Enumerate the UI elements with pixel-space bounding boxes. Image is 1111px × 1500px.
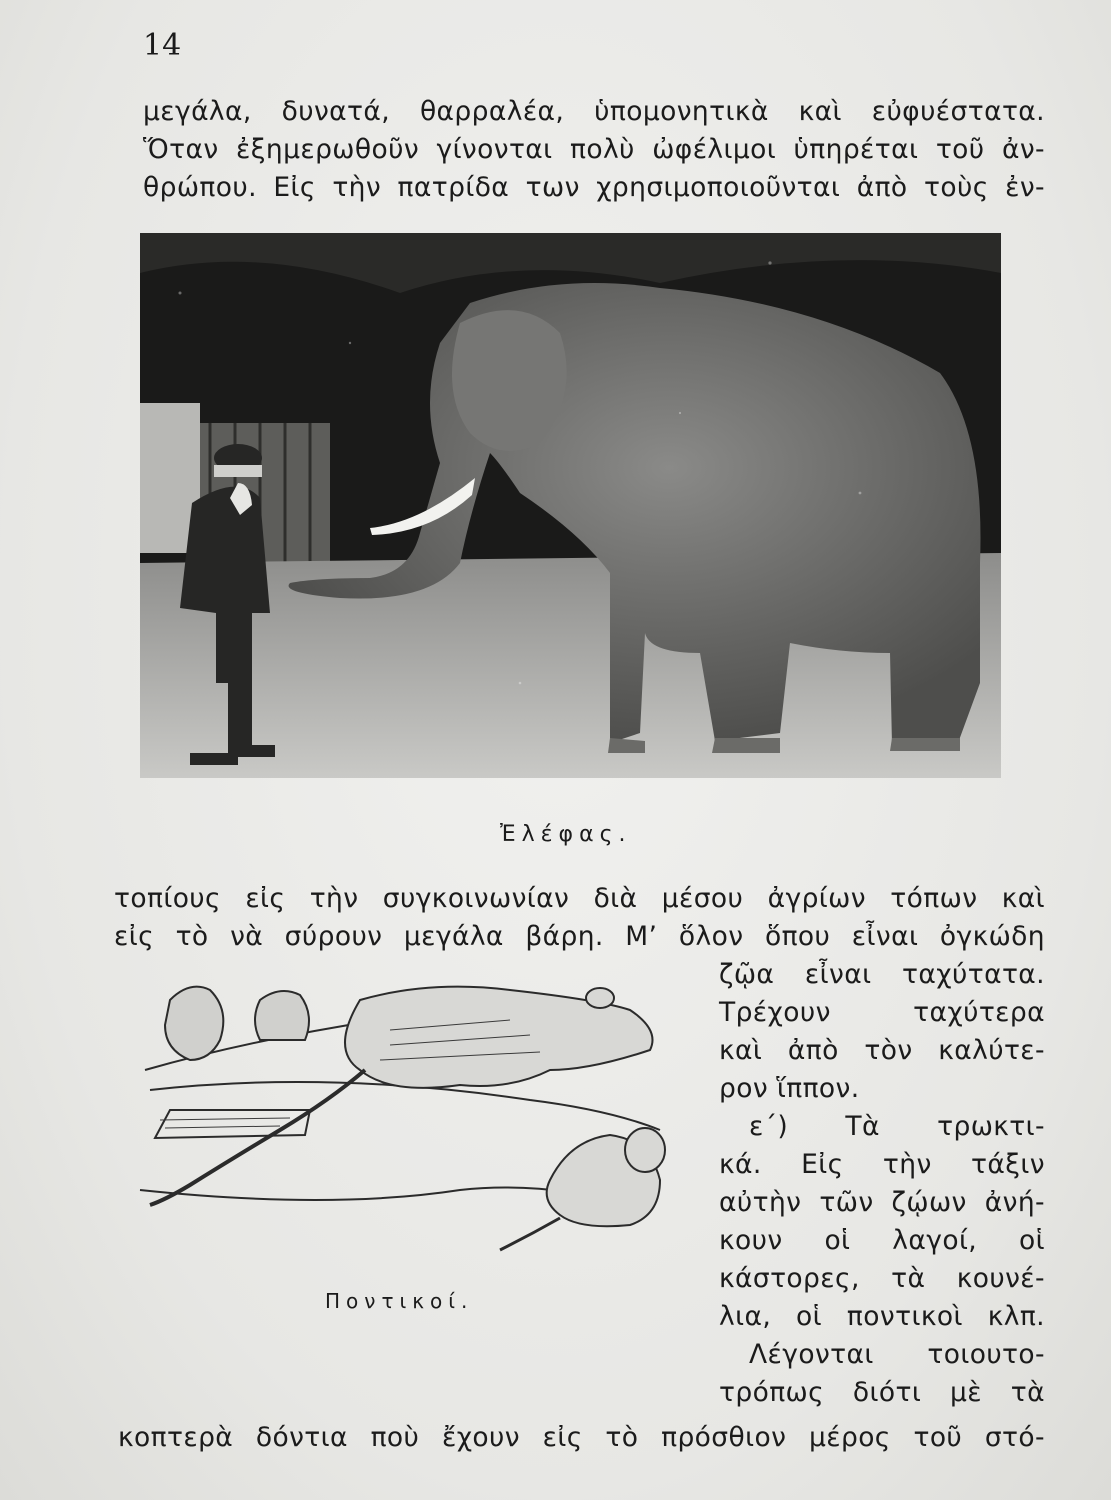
side-column-line: ζῷα εἶναι ταχύτατα. <box>719 959 1045 990</box>
side-column-line: κάστορες, τὰ κουνέ- <box>719 1263 1045 1294</box>
side-column-line: κουν οἱ λαγοί, οἱ <box>719 1225 1045 1256</box>
paragraph-line: τοπίους εἰς τὴν συγκοινωνίαν διὰ μέσου ἀγρίων τόπων καὶ <box>114 883 1045 914</box>
paragraph-line: θρώπου. Εἰς τὴν πατρίδα των χρησιμοποιοῦνται ἀπὸ τοὺς ἐν- <box>143 172 1045 203</box>
side-column-line: ε΄) Τὰ τρωκτι- <box>749 1111 1045 1142</box>
side-column-line: αὐτὴν τῶν ζῴων ἀνή- <box>719 1187 1045 1218</box>
side-column-line: καὶ ἀπὸ τὸν καλύτε- <box>719 1035 1045 1066</box>
side-column-line: Λέγονται τοιουτο- <box>749 1339 1045 1370</box>
paragraph-line: κοπτερὰ δόντια ποὺ ἔχουν εἰς τὸ πρόσθιον μέρος τοῦ στό- <box>118 1422 1045 1453</box>
paragraph-line: εἰς τὸ νὰ σύρουν μεγάλα βάρη. Μ’ ὅλον ὅπου εἶναι ὀγκώδη <box>114 921 1045 952</box>
page-number: 14 <box>143 28 182 63</box>
side-column-line: λια, οἱ ποντικοὶ κλπ. <box>719 1301 1045 1332</box>
elephant-caption: Ἐλέφας. <box>500 822 632 847</box>
elephant-photo <box>140 233 1001 778</box>
paragraph-line: Ὅταν ἐξημερωθοῦν γίνονται πολὺ ὠφέλιμοι ὑπηρέται τοῦ ἀν- <box>143 134 1045 165</box>
side-column-line: ρον ἵππον. <box>719 1073 860 1104</box>
paragraph-line: μεγάλα, δυνατά, θαρραλέα, ὑπομονητικὰ καὶ εὐφυέστατα. <box>143 96 1045 127</box>
side-column-line: τρόπως διότι μὲ τὰ <box>719 1377 1045 1408</box>
side-column-line: κά. Εἰς τὴν τάξιν <box>719 1149 1045 1180</box>
side-column-line: Τρέχουν ταχύτερα <box>719 997 1045 1028</box>
rats-illustration <box>130 960 690 1280</box>
rats-caption: Ποντικοί. <box>325 1289 474 1313</box>
